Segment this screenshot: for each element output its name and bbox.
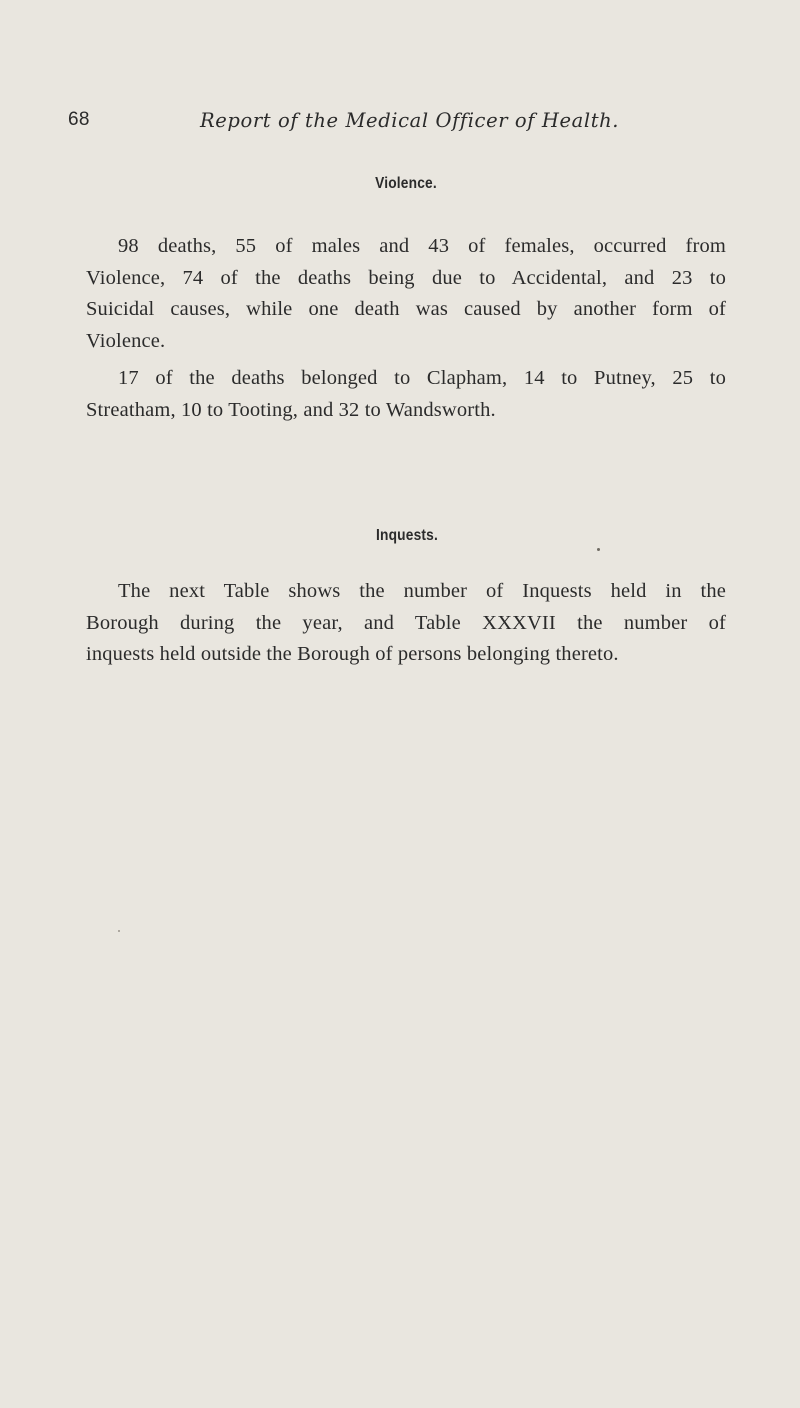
paper-speck	[118, 930, 120, 932]
paragraph-line: Streatham, 10 to Tooting, and 32 to Wandsworth.	[86, 398, 496, 421]
paragraph-line: 17 of the deaths belonged to Clapham, 14 to Putney, 25 to	[118, 367, 726, 389]
paragraph-violence-districts	[86, 363, 726, 426]
paragraph-line: Violence, 74 of the deaths being due to Accidental, and 23 to	[86, 266, 726, 289]
paragraph-line: 98 deaths, 55 of males and 43 of females, occurred from	[118, 235, 726, 257]
running-title: Report of the Medical Officer of Health.	[200, 109, 620, 132]
section-heading-inquests: Inquests.	[376, 527, 438, 544]
paragraph-line: The next Table shows the number of Inquests held in the	[118, 580, 726, 602]
paper-speck	[597, 548, 600, 551]
page-number: 68	[68, 109, 90, 130]
paragraph-line: Suicidal causes, while one death was caused by another form of	[86, 298, 726, 320]
paragraph-line: Borough during the year, and Table XXXVII the number of	[86, 611, 726, 634]
page-header	[68, 109, 728, 137]
section-heading-violence: Violence.	[375, 175, 437, 192]
paragraph-inquests	[86, 576, 726, 671]
paragraph-violence-deaths	[86, 231, 726, 357]
paragraph-line: Violence.	[86, 329, 166, 352]
paragraph-line: inquests held outside the Borough of persons belonging thereto.	[86, 643, 619, 665]
